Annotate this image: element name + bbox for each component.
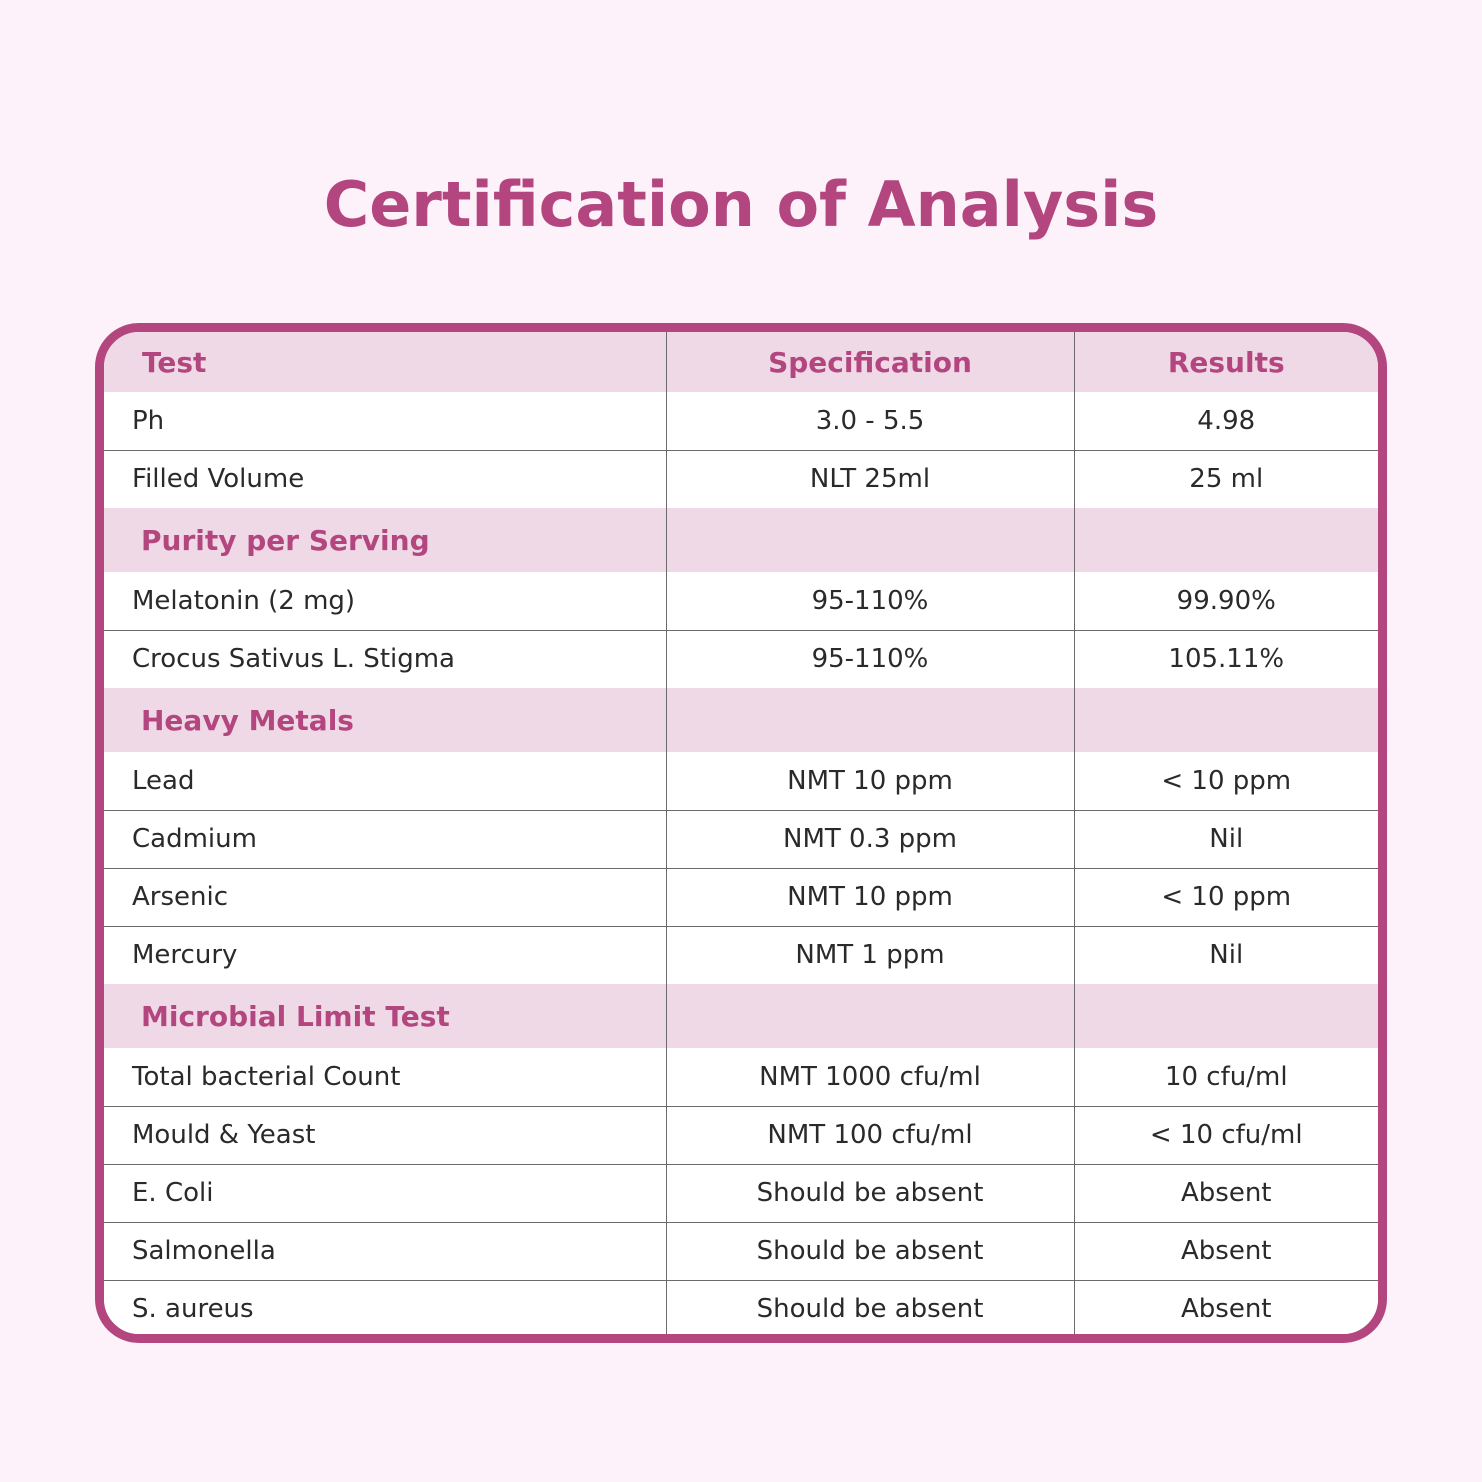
section-row-purity — [104, 508, 1378, 572]
section-heading: Purity per Serving — [104, 508, 666, 572]
table-row — [104, 392, 1378, 450]
section-spacer — [666, 508, 1074, 572]
result-value: Absent — [1074, 1280, 1378, 1338]
test-name: Mould & Yeast — [104, 1106, 666, 1164]
result-value: < 10 ppm — [1074, 868, 1378, 926]
specification-value: NLT 25ml — [666, 450, 1074, 508]
table-header-row — [104, 332, 1378, 392]
section-heading: Microbial Limit Test — [104, 984, 666, 1048]
table-row — [104, 1164, 1378, 1222]
result-value: 4.98 — [1074, 392, 1378, 450]
test-name: S. aureus — [104, 1280, 666, 1338]
specification-value: 95-110% — [666, 572, 1074, 630]
table-row — [104, 572, 1378, 630]
analysis-table-card — [95, 323, 1387, 1343]
result-value: Nil — [1074, 810, 1378, 868]
result-value: < 10 cfu/ml — [1074, 1106, 1378, 1164]
table-row — [104, 1280, 1378, 1338]
section-spacer — [1074, 508, 1378, 572]
test-name: Mercury — [104, 926, 666, 984]
section-spacer — [1074, 688, 1378, 752]
table-row — [104, 1106, 1378, 1164]
column-header-results: Results — [1074, 332, 1378, 392]
specification-value: Should be absent — [666, 1280, 1074, 1338]
specification-value: Should be absent — [666, 1222, 1074, 1280]
table-row — [104, 810, 1378, 868]
test-name: Lead — [104, 752, 666, 810]
result-value: Nil — [1074, 926, 1378, 984]
specification-value: NMT 0.3 ppm — [666, 810, 1074, 868]
table-row — [104, 1222, 1378, 1280]
test-name: Ph — [104, 392, 666, 450]
specification-value: 95-110% — [666, 630, 1074, 688]
result-value: 25 ml — [1074, 450, 1378, 508]
table-row — [104, 630, 1378, 688]
section-spacer — [1074, 984, 1378, 1048]
specification-value: NMT 10 ppm — [666, 752, 1074, 810]
specification-value: 3.0 - 5.5 — [666, 392, 1074, 450]
test-name: Crocus Sativus L. Stigma — [104, 630, 666, 688]
result-value: < 10 ppm — [1074, 752, 1378, 810]
result-value: 99.90% — [1074, 572, 1378, 630]
specification-value: NMT 1000 cfu/ml — [666, 1048, 1074, 1106]
result-value: 105.11% — [1074, 630, 1378, 688]
section-row-metals — [104, 688, 1378, 752]
table-row — [104, 1048, 1378, 1106]
specification-value: NMT 10 ppm — [666, 868, 1074, 926]
section-heading: Heavy Metals — [104, 688, 666, 752]
result-value: 10 cfu/ml — [1074, 1048, 1378, 1106]
result-value: Absent — [1074, 1164, 1378, 1222]
table-row — [104, 752, 1378, 810]
column-header-test: Test — [104, 332, 666, 392]
specification-value: NMT 1 ppm — [666, 926, 1074, 984]
specification-value: Should be absent — [666, 1164, 1074, 1222]
test-name: Filled Volume — [104, 450, 666, 508]
section-spacer — [666, 984, 1074, 1048]
column-header-specification: Specification — [666, 332, 1074, 392]
table-row — [104, 450, 1378, 508]
test-name: Cadmium — [104, 810, 666, 868]
test-name: Arsenic — [104, 868, 666, 926]
table-row — [104, 926, 1378, 984]
result-value: Absent — [1074, 1222, 1378, 1280]
specification-value: NMT 100 cfu/ml — [666, 1106, 1074, 1164]
test-name: E. Coli — [104, 1164, 666, 1222]
section-spacer — [666, 688, 1074, 752]
test-name: Total bacterial Count — [104, 1048, 666, 1106]
section-row-microbial — [104, 984, 1378, 1048]
analysis-table — [104, 332, 1378, 1338]
test-name: Melatonin (2 mg) — [104, 572, 666, 630]
page-title: Certification of Analysis — [323, 168, 1159, 241]
test-name: Salmonella — [104, 1222, 666, 1280]
table-row — [104, 868, 1378, 926]
